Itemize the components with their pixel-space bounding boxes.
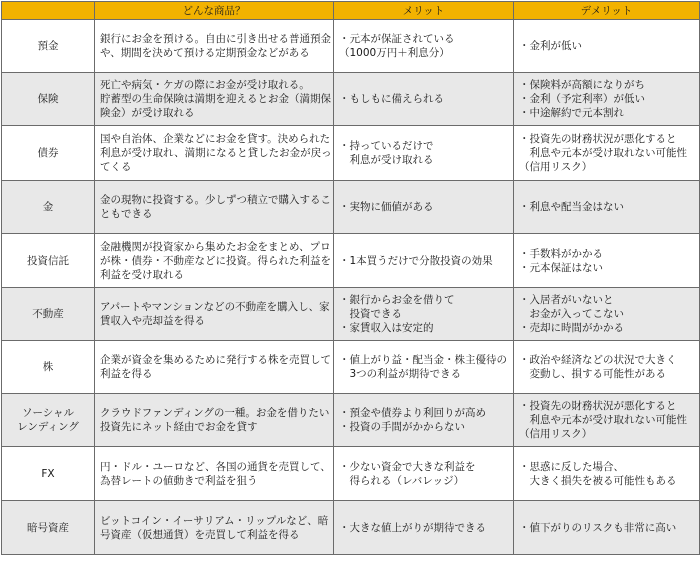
cell-description: [95, 288, 334, 341]
cell-demerits: [514, 341, 700, 394]
table-row: [2, 394, 700, 447]
cell-description-line: ビットコイン・イーサリアム・リップルなど、暗: [100, 514, 329, 527]
cell-demerits-line: ・投資先の財務状況が悪化すると: [519, 400, 677, 412]
cell-category: [2, 20, 95, 73]
table-body: [2, 20, 700, 555]
cell-description-line: 賃収入や売却益を得る: [100, 315, 205, 327]
cell-category: [2, 181, 95, 234]
cell-description: [95, 501, 334, 555]
cell-category-line: ソーシャル: [21, 407, 75, 419]
cell-description-line: 国や自治体、企業などにお金を貸す。決められた: [100, 133, 331, 145]
cell-merits: [334, 447, 514, 501]
cell-merits-line: ・預金や債券より利回りが高め: [339, 407, 486, 419]
cell-merits: [334, 234, 514, 288]
cell-category: [2, 126, 95, 181]
cell-merits: [334, 20, 514, 73]
cell-merits: [334, 126, 514, 181]
cell-category-line: 金: [42, 201, 54, 213]
cell-merits: [334, 341, 514, 394]
table-row: [2, 126, 700, 181]
table-row: [2, 447, 700, 501]
cell-description: [95, 73, 334, 126]
cell-description-line: や、期間を決めて預ける定期預金などがある: [100, 47, 310, 59]
cell-demerits-line: 利息や元本が受け取れない可能性: [519, 414, 687, 426]
cell-category: [2, 341, 95, 394]
cell-demerits-line: ・手数料がかかる: [519, 247, 603, 260]
cell-description-line: 金の現物に投資する。少しずつ積立で購入するこ: [100, 194, 331, 206]
table-row: [2, 73, 700, 126]
cell-description-line: ともできる: [100, 208, 153, 220]
cell-category-line: 投資信託: [27, 254, 69, 267]
cell-merits-line: 得られる（レバレッジ）: [339, 474, 465, 487]
cell-description: [95, 394, 334, 447]
cell-merits-line: ・家賃収入は安定的: [339, 322, 434, 334]
cell-demerits-line: ・保険料が高額になりがち: [519, 79, 645, 91]
cell-category: [2, 501, 95, 555]
cell-description: [95, 181, 334, 234]
cell-description-line: クラウドファンディングの一種。お金を借りたい: [100, 407, 330, 419]
cell-merits-line: （1000万円＋利息分）: [339, 47, 450, 59]
cell-category: [2, 447, 95, 501]
cell-demerits-line: ・利息や配当金はない: [519, 201, 624, 213]
cell-merits: [334, 501, 514, 555]
cell-merits-line: ・持っているだけで: [339, 140, 434, 152]
cell-description-line: 円・ドル・ユーロなど、各国の通貨を売買して、: [100, 460, 331, 473]
cell-demerits-line: ・値下がりのリスクも非常に高い: [519, 521, 677, 534]
cell-demerits: [514, 447, 700, 501]
cell-description-line: 利益を受け取れる: [100, 268, 184, 281]
cell-category-line: 暗号資産: [27, 521, 69, 534]
cell-demerits-line: ・売却に時間がかかる: [519, 322, 624, 334]
cell-description-line: 号資産（仮想通貨）を売買して利益を得る: [100, 528, 300, 541]
cell-category-line: 保険: [37, 93, 59, 105]
cell-description-line: 企業が資金を集めるために発行する株を売買して: [100, 354, 331, 366]
header-demerits: デメリット: [514, 2, 700, 20]
cell-merits: [334, 394, 514, 447]
cell-description-line: てくる: [100, 161, 132, 173]
cell-category-line: 株: [42, 361, 54, 373]
cell-demerits-line: ・元本保証はない: [519, 261, 603, 274]
cell-demerits: [514, 394, 700, 447]
cell-demerits-line: （信用リスク）: [519, 428, 593, 440]
cell-demerits-line: ・金利（予定利率）が低い: [519, 93, 645, 105]
cell-description-line: 金融機関が投資家から集めたお金をまとめ、プロ: [100, 240, 331, 253]
cell-category-line: FX: [41, 467, 55, 480]
cell-merits-line: ・値上がり益・配当金・株主優待の: [339, 354, 507, 366]
cell-demerits-line: 利息や元本が受け取れない可能性: [519, 147, 687, 159]
cell-category-line: 預金: [37, 40, 59, 52]
comparison-table: [1, 1, 700, 555]
cell-merits-line: ・もしもに備えられる: [339, 93, 444, 105]
cell-category-line: レンディング: [17, 421, 79, 433]
cell-merits: [334, 73, 514, 126]
cell-description-line: が株・債券・不動産などに投資。得られた利益を: [100, 254, 331, 267]
cell-merits-line: ・1本買うだけで分散投資の効果: [339, 254, 493, 267]
cell-merits-line: ・元本が保証されている: [339, 33, 455, 45]
cell-category-line: 債券: [37, 147, 59, 159]
cell-description: [95, 20, 334, 73]
cell-merits: [334, 181, 514, 234]
cell-merits-line: ・少ない資金で大きな利益を: [339, 460, 476, 473]
cell-demerits-line: （信用リスク）: [519, 161, 593, 173]
cell-demerits-line: ・入居者がいないと: [519, 294, 614, 306]
cell-merits-line: ・銀行からお金を借りて: [339, 294, 455, 306]
table-row: [2, 288, 700, 341]
cell-demerits: [514, 234, 700, 288]
table-row: [2, 234, 700, 288]
cell-description-line: 利息が受け取れ、満期になると貸したお金が戻っ: [100, 147, 332, 159]
cell-demerits: [514, 288, 700, 341]
cell-merits-line: ・実物に価値がある: [339, 201, 434, 213]
cell-description-line: 為替レートの値動きで利益を狙う: [100, 474, 258, 487]
header-row: [2, 2, 700, 20]
cell-description: [95, 126, 334, 181]
cell-description-line: 銀行にお金を預ける。自由に引き出せる普通預金: [100, 33, 331, 45]
cell-demerits-line: 大きく損失を被る可能性もある: [519, 474, 677, 487]
cell-description-line: 利益を得る: [100, 368, 153, 380]
table-row: [2, 501, 700, 555]
table-row: [2, 341, 700, 394]
cell-category: [2, 234, 95, 288]
cell-category: [2, 394, 95, 447]
cell-demerits-line: 変動し、損する可能性がある: [519, 368, 666, 380]
cell-description-line: 死亡や病気・ケガの際にお金が受け取れる。: [100, 79, 310, 91]
cell-description-line: 投資先にネット経由でお金を貸す: [100, 421, 258, 433]
cell-description-line: 険金）が受け取れる: [100, 107, 195, 119]
cell-demerits: [514, 20, 700, 73]
cell-merits-line: 3つの利益が期待できる: [339, 368, 462, 380]
cell-demerits-line: ・思惑に反した場合、: [519, 460, 624, 473]
cell-description-line: 貯蓄型の生命保険は満期を迎えるとお金（満期保: [100, 93, 331, 105]
cell-description-line: アパートやマンションなどの不動産を購入し、家: [100, 301, 330, 313]
cell-merits: [334, 288, 514, 341]
cell-description: [95, 447, 334, 501]
header-description: どんな商品？: [95, 2, 334, 20]
cell-demerits-line: ・中途解約で元本割れ: [519, 107, 624, 119]
cell-demerits: [514, 126, 700, 181]
cell-demerits-line: お金が入ってこない: [519, 308, 624, 320]
table-row: [2, 181, 700, 234]
cell-category: [2, 288, 95, 341]
cell-demerits-line: ・政治や経済などの状況で大きく: [519, 354, 677, 366]
cell-demerits-line: ・金利が低い: [519, 40, 582, 52]
cell-description: [95, 341, 334, 394]
header-merits: メリット: [334, 2, 514, 20]
cell-demerits: [514, 73, 700, 126]
cell-merits-line: ・投資の手間がかからない: [339, 421, 465, 433]
cell-demerits: [514, 501, 700, 555]
cell-description: [95, 234, 334, 288]
cell-category: [2, 73, 95, 126]
cell-demerits-line: ・投資先の財務状況が悪化すると: [519, 133, 677, 145]
cell-merits-line: ・大きな値上がりが期待できる: [339, 521, 486, 534]
cell-merits-line: 投資できる: [339, 308, 402, 320]
cell-category-line: 不動産: [32, 308, 64, 320]
cell-merits-line: 利息が受け取れる: [339, 154, 434, 166]
table-row: [2, 20, 700, 73]
cell-demerits: [514, 181, 700, 234]
header-category: [2, 2, 95, 20]
